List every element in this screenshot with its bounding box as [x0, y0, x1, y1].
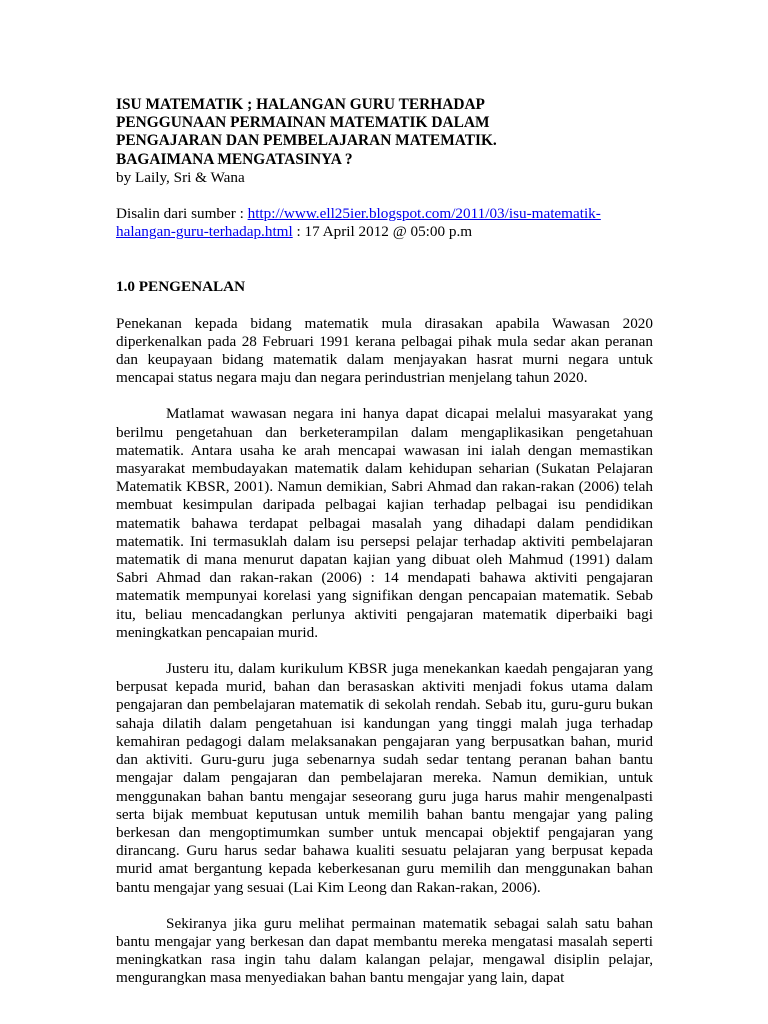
source-prefix: Disalin dari sumber :: [116, 205, 248, 223]
paragraph-matlamat: Matlamat wawasan negara ini hanya dapat dicapai melalui masyarakat yang berilmu pengetahuan dan berketerampilan dalam mengaplikasikan pengetahuan matematik. Antara usaha ke arah mencapai wawasan ini ialah dengan memastikan masyarakat membudayakan matematik dalam kehidupan seharian (Sukatan Pelajaran Matematik KBSR, 2001). Namun demikian, Sabri Ahmad dan rakan-rakan (2006) telah membuat kesimpulan daripada pelbagai kajian terhadap pelbagai isu pendidikan matematik bahawa terdapat pelbagai masalah yang dihadapi dalam pendidikan matematik. Ini termasuklah dalam isu persepsi pelajar terhadap aktiviti pembelajaran matematik di mana menurut dapatan kajian yang dibuat oleh Mahmud (1991) dalam Sabri Ahmad dan rakan-rakan (2006) : 14 mendapati bahawa aktiviti pengajaran matematik mempunyai korelasi yang signifikan dengan pencapaian matematik. Sebab itu, beliau mencadangkan perlunya aktiviti pengajaran matematik diperbaiki bagi meningkatkan pencapaian murid.: [116, 405, 653, 641]
title-line: PENGGUNAAN PERMAINAN MATEMATIK DALAM: [116, 114, 490, 132]
paragraph-justeru: Justeru itu, dalam kurikulum KBSR juga menekankan kaedah pengajaran yang berpusat kepada murid, bahan dan berasaskan aktiviti menjadi fokus utama dalam pengajaran dan pembelajaran matematik di sekolah rendah. Sebab itu, guru-guru bukan sahaja dilatih dalam pengetahuan isi kandungan yang tinggi malah juga terhadap kemahiran pedagogi dalam melaksanakan pengajaran yang berpusatkan bahan, murid dan aktiviti. Guru-guru juga sebenarnya sudah sedar tentang peranan bahan bantu mengajar dalam pengajaran dan pembelajaran mereka. Namun demikian, untuk menggunakan bahan bantu mengajar seseorang guru juga harus mahir mengenalpasti serta bijak membuat keputusan untuk memilih bahan bantu mengajar yang paling berkesan dan mengoptimumkan sumber untuk mencapai objektif pengajaran yang dirancang. Guru harus sedar bahawa kualiti sesuatu pelajaran yang berpusat kepada murid amat bergantung kepada keberkesanan guru memilih dan menggunakan bahan bantu mengajar yang sesuai (Lai Kim Leong dan Rakan-rakan, 2006).: [116, 660, 653, 896]
title-line: ISU MATEMATIK ; HALANGAN GURU TERHADAP: [116, 96, 485, 113]
source-citation: [116, 205, 653, 241]
title-line: BAGAIMANA MENGATASINYA ?: [116, 150, 353, 168]
title-line: PENGAJARAN DAN PEMBELAJARAN MATEMATIK.: [116, 132, 497, 150]
source-suffix: : 17 April 2012 @ 05:00 p.m: [292, 223, 473, 241]
paragraph-intro: Penekanan kepada bidang matematik mula dirasakan apabila Wawasan 2020 diperkenalkan pada 28 Februari 1991 kerana pelbagai pihak mula sedar akan peranan dan keupayaan bidang matematik dalam menjayakan hasrat murni negara untuk mencapai status negara maju dan negara perindustrian menjelang tahun 2020.: [116, 314, 653, 387]
paragraph-sekiranya: Sekiranya jika guru melihat permainan matematik sebagai salah satu bahan bantu mengajar yang berkesan dan dapat membantu mereka mengatasi masalah seperti meningkatkan rasa ingin tahu dalam kalangan pelajar, mengawal disiplin pelajar, mengurangkan masa menyediakan bahan bantu mengajar yang lain, dapat: [116, 914, 653, 987]
byline: by Laily, Sri & Wana: [116, 168, 245, 186]
source-link[interactable]: http://www.ell25ier.blogspot.com/2011/03/isu-matematik-halangan-guru-terhadap.html: [116, 205, 601, 241]
document-title: [116, 96, 653, 169]
section-heading: 1.0 PENGENALAN: [116, 278, 246, 296]
document-page: [116, 96, 653, 988]
